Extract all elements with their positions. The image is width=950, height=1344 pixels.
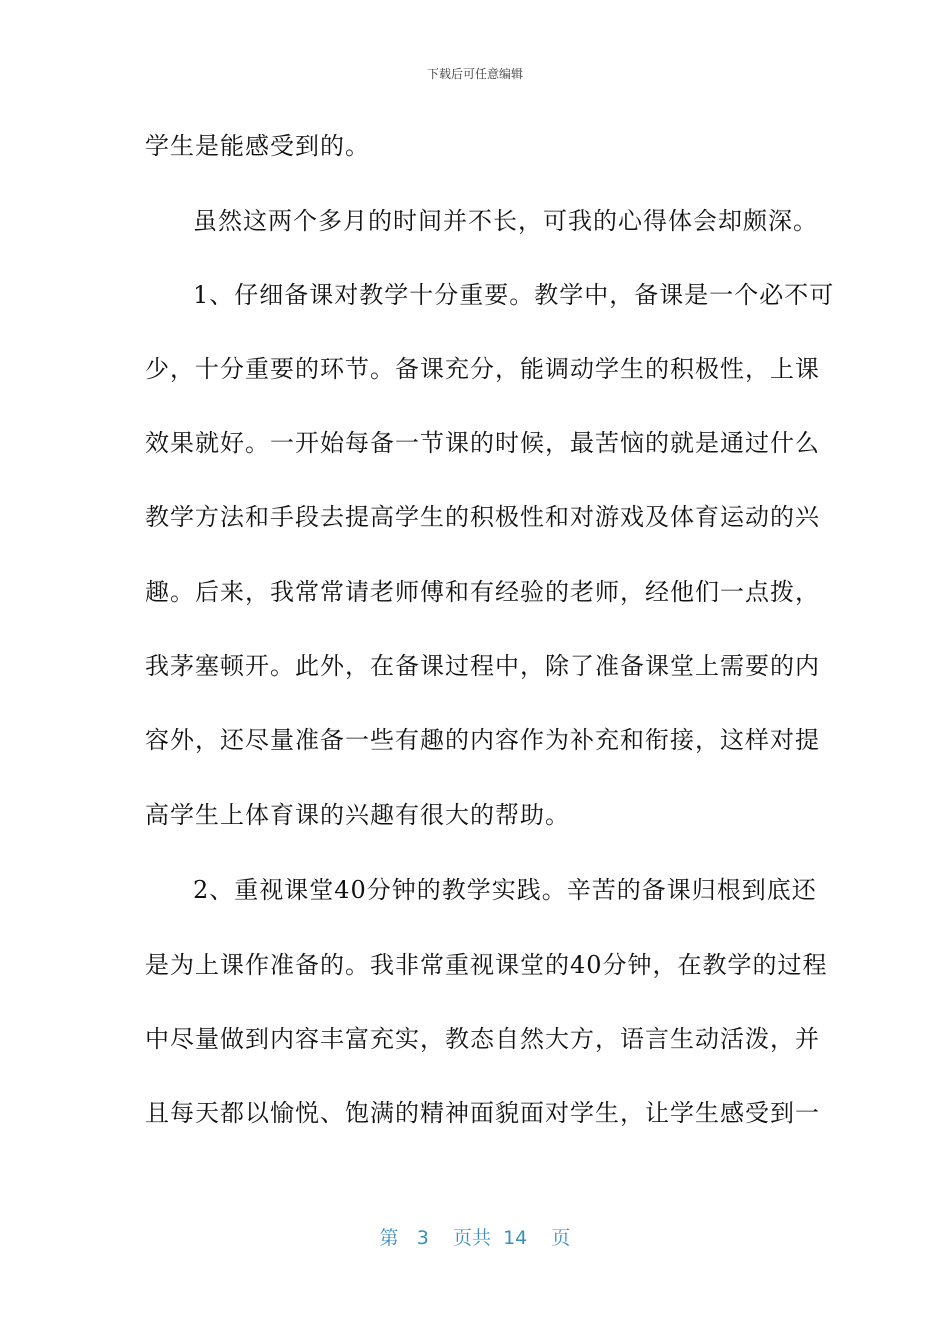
text-line: 容外，还尽量准备一些有趣的内容作为补充和衔接，这样对提 [145, 726, 820, 754]
footer-suffix: 页 [551, 1227, 571, 1249]
text-line: 教学方法和手段去提高学生的积极性和对游戏及体育运动的兴 [145, 503, 820, 531]
paragraph-first-line: 2、重视课堂40分钟的教学实践。辛苦的备课归根到底还 [193, 876, 817, 904]
paragraph-first-line: 虽然这两个多月的时间并不长，可我的心得体会却颇深。 [193, 207, 818, 235]
text-line: 我茅塞顿开。此外，在备课过程中，除了准备课堂上需要的内 [145, 652, 820, 680]
footer-middle: 页共 [452, 1227, 491, 1249]
page-header: 下载后可任意编辑 [426, 67, 523, 81]
text-line: 中尽量做到内容丰富充实，教态自然大方，语言生动活泼，并 [145, 1025, 820, 1053]
text-line: 且每天都以愉悦、饱满的精神面貌面对学生，让学生感受到一 [145, 1099, 820, 1127]
text-line: 高学生上体育课的兴趣有很大的帮助。 [145, 801, 570, 829]
text-line: 是为上课作准备的。我非常重视课堂的40分钟，在教学的过程 [145, 951, 828, 979]
total-pages: 14 [503, 1227, 528, 1249]
footer-prefix: 第 [379, 1227, 399, 1249]
text-line: 效果就好。一开始每备一节课的时候，最苦恼的就是通过什么 [145, 429, 820, 457]
page-number: 3 [416, 1227, 429, 1249]
text-line: 学生是能感受到的。 [145, 132, 370, 160]
text-line: 趣。后来，我常常请老师傅和有经验的老师，经他们一点拨， [145, 578, 820, 606]
text-line: 少，十分重要的环节。备课充分，能调动学生的积极性，上课 [145, 355, 820, 383]
paragraph-first-line: 1、仔细备课对教学十分重要。教学中，备课是一个必不可 [193, 281, 835, 309]
page-footer [0, 1226, 950, 1250]
